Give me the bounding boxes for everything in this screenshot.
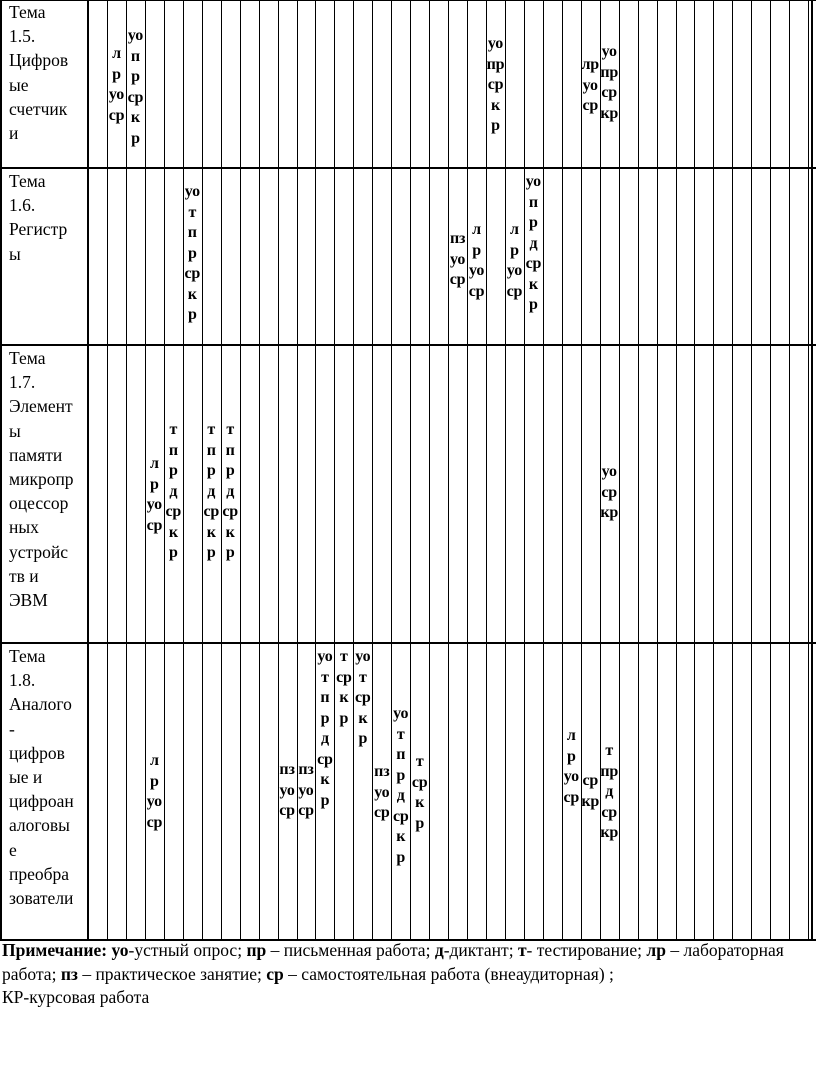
assessment-mark: т ср к р bbox=[336, 648, 352, 727]
assessment-mark: уо п р ср к р bbox=[127, 27, 144, 147]
column-divider bbox=[524, 0, 525, 940]
assessment-mark: уо ср кр bbox=[600, 463, 619, 521]
assessment-mark: уо п р д ср к р bbox=[525, 173, 542, 313]
column-divider bbox=[353, 0, 354, 940]
note-abbreviation: ср bbox=[266, 963, 284, 984]
assessment-mark: л р уо ср bbox=[146, 752, 163, 831]
topic-label: Тема 1.5. Цифров ые счетчик и bbox=[9, 2, 69, 144]
column-divider bbox=[789, 0, 790, 940]
column-divider bbox=[505, 0, 506, 940]
topic-label: Тема 1.8. Аналого - цифров ые и цифроан алоговы е преобра зователи bbox=[9, 646, 74, 909]
assessment-mark: пз уо ср bbox=[279, 761, 295, 819]
note-description: - тестирование; bbox=[526, 940, 647, 960]
assessment-mark: пз уо ср bbox=[298, 761, 314, 819]
column-divider bbox=[676, 0, 677, 940]
column-divider bbox=[448, 0, 449, 940]
note-description: – практическое занятие; bbox=[77, 963, 267, 984]
note-description: – лабораторная работа; bbox=[2, 940, 784, 984]
note-description: -диктант; bbox=[443, 940, 518, 960]
assessment-mark: лр уо ср bbox=[581, 56, 599, 114]
column-divider bbox=[259, 0, 260, 940]
note-abbreviation: т bbox=[517, 940, 527, 960]
column-divider bbox=[657, 0, 658, 940]
assessment-mark: л р уо ср bbox=[468, 221, 485, 300]
note-abbreviation: д bbox=[434, 940, 444, 960]
table-left-border bbox=[0, 0, 1, 940]
note-title: Примечание: bbox=[2, 940, 112, 960]
topic-label: Тема 1.7. Элемент ы памяти микропр оцессор ных устройс тв и ЭВМ bbox=[9, 348, 74, 611]
column-divider bbox=[713, 0, 714, 940]
column-divider bbox=[543, 0, 544, 940]
column-divider bbox=[732, 0, 733, 940]
assessment-mark: пз уо ср bbox=[373, 763, 390, 821]
assessment-mark: л р уо ср bbox=[108, 45, 125, 124]
assessment-mark: уо пр ср кр bbox=[600, 43, 619, 122]
column-divider bbox=[808, 0, 809, 940]
assessment-mark: уо т п р д ср к р bbox=[392, 705, 409, 866]
assessment-mark: уо т п р ср к р bbox=[184, 183, 201, 323]
assessment-mark: л р уо ср bbox=[146, 455, 163, 534]
assessment-mark: пз уо ср bbox=[449, 230, 466, 288]
assessment-mark: л р уо ср bbox=[506, 221, 523, 300]
assessment-mark: т п р д ср к р bbox=[222, 421, 238, 561]
note-last-item: КР-курсовая работа bbox=[2, 987, 150, 1007]
column-divider bbox=[467, 0, 468, 940]
column-divider bbox=[770, 0, 771, 940]
note-description: -устный опрос; bbox=[128, 940, 247, 960]
table-right-border bbox=[811, 0, 812, 940]
assessment-mark: т пр д ср кр bbox=[600, 742, 619, 841]
note-description: – самостоятельная работа (внеаудиторная) ; bbox=[283, 963, 614, 984]
table-note bbox=[2, 939, 812, 1010]
note-abbreviation: пз bbox=[60, 963, 78, 984]
assessment-mark: т п р д ср к р bbox=[203, 421, 220, 561]
column-divider bbox=[638, 0, 639, 940]
column-divider bbox=[694, 0, 695, 940]
note-description: – письменная работа; bbox=[266, 940, 435, 960]
assessment-mark: уо пр ср к р bbox=[486, 35, 505, 134]
assessment-mark: т ср к р bbox=[411, 753, 428, 832]
topic-label: Тема 1.6. Регистр ы bbox=[9, 171, 68, 264]
assessment-mark: уо т ср к р bbox=[355, 648, 371, 747]
note-abbreviation: пр bbox=[246, 940, 267, 960]
assessment-mark: т п р д ср к р bbox=[165, 421, 182, 561]
column-divider bbox=[751, 0, 752, 940]
column-divider bbox=[107, 0, 108, 940]
assessment-mark: уо т п р д ср к р bbox=[317, 648, 333, 809]
assessment-mark: ср кр bbox=[581, 772, 600, 810]
note-abbreviation: уо bbox=[111, 940, 129, 960]
assessment-mark: л р уо ср bbox=[563, 727, 580, 806]
column-divider bbox=[486, 0, 487, 940]
note-abbreviation: лр bbox=[646, 940, 666, 960]
topic-column-border bbox=[87, 0, 88, 940]
